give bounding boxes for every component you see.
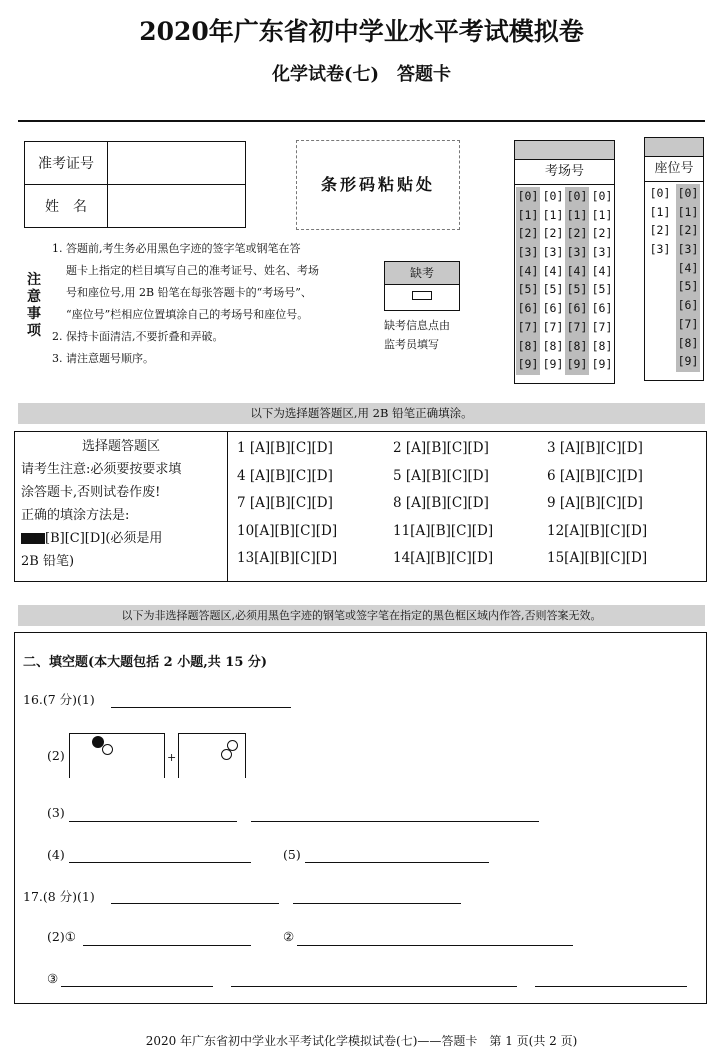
digit-bubble[interactable]: [2] — [542, 226, 564, 241]
digit-bubble[interactable]: [6] — [542, 301, 564, 316]
digit-bubble[interactable]: [4] — [566, 263, 588, 278]
choice-banner: 以下为选择题答题区,用 2B 铅笔正确填涂。 — [18, 403, 705, 424]
digit-bubble[interactable]: [6] — [566, 301, 588, 316]
digit-bubble[interactable]: [3] — [677, 242, 699, 257]
digit-bubble[interactable]: [4] — [517, 263, 539, 278]
digit-bubble[interactable]: [8] — [542, 338, 564, 353]
digit-bubble[interactable]: [4] — [542, 263, 564, 278]
digit-bubble[interactable]: [9] — [542, 357, 564, 372]
barcode-area — [296, 140, 460, 230]
q17-2-label: (2)① — [47, 929, 76, 944]
digit-bubble[interactable]: [0] — [542, 189, 564, 203]
choice-question[interactable]: 8 [A][B][C][D] — [393, 495, 489, 511]
q16-5-answer-line[interactable] — [305, 862, 489, 863]
digit-bubble[interactable]: [4] — [677, 260, 699, 275]
choice-question[interactable]: 15[A][B][C][D] — [547, 550, 648, 566]
digit-bubble[interactable]: [1] — [649, 204, 671, 219]
exam-room-col-2[interactable] — [541, 187, 565, 375]
digit-bubble[interactable]: [3] — [566, 245, 588, 260]
name-label: 姓 名 — [25, 185, 108, 228]
digit-bubble[interactable]: [7] — [542, 319, 564, 334]
q17-3-answer-line-1[interactable] — [61, 986, 213, 987]
choice-question[interactable]: 4 [A][B][C][D] — [237, 467, 333, 484]
absent-checkbox[interactable] — [412, 291, 432, 300]
exam-room-col-1[interactable] — [516, 187, 540, 375]
barcode-label: 条形码粘贴处 — [320, 175, 435, 194]
digit-bubble[interactable]: [3] — [591, 245, 613, 260]
choice-instructions-line: [B][C][D](必须是用 — [45, 531, 163, 546]
digit-bubble[interactable]: [8] — [591, 338, 613, 353]
digit-bubble[interactable]: [2] — [591, 226, 613, 241]
choice-instructions-line: 涂答题卡,否则试卷作废! — [21, 485, 161, 500]
q17-2-answer-line-2[interactable] — [297, 945, 573, 946]
seat-col-1[interactable] — [648, 184, 672, 260]
q16-label: 16.(7 分)(1) — [23, 692, 95, 707]
digit-bubble[interactable]: [2] — [677, 223, 699, 238]
choice-instructions-title: 选择题答题区 — [81, 439, 160, 454]
choice-instructions-line: 正确的填涂方法是: — [21, 508, 130, 523]
seat-header-bar — [645, 138, 703, 157]
fill-section-heading: 二、填空题(本大题包括 2 小题,共 15 分) — [23, 655, 268, 670]
q16-5-label: (5) — [283, 847, 301, 862]
absent-note-line: 缺考信息点由 — [384, 319, 450, 332]
q17-2-answer-line-1[interactable] — [83, 945, 251, 946]
q16-1-answer-line[interactable] — [111, 707, 291, 708]
q17-3-answer-line-3[interactable] — [535, 986, 687, 987]
choice-question[interactable]: 3 [A][B][C][D] — [547, 440, 643, 456]
digit-bubble[interactable]: [5] — [542, 282, 564, 297]
choice-instructions-example — [15, 527, 227, 550]
digit-bubble[interactable]: [6] — [517, 301, 539, 316]
choice-question[interactable]: 12[A][B][C][D] — [547, 522, 648, 539]
notice-title-char: 意 — [27, 289, 41, 305]
choice-question[interactable]: 14[A][B][C][D] — [393, 550, 494, 566]
digit-bubble[interactable]: [0] — [517, 189, 539, 203]
digit-bubble[interactable]: [7] — [677, 316, 699, 331]
notice-line: 号和座位号,用 2B 铅笔在每张答题卡的“考场号”、 — [66, 286, 312, 299]
digit-bubble[interactable]: [1] — [517, 207, 539, 222]
digit-bubble[interactable]: [6] — [591, 301, 613, 316]
digit-bubble[interactable]: [5] — [517, 282, 539, 297]
choice-question[interactable]: 2 [A][B][C][D] — [393, 440, 489, 456]
q16-2-box-right[interactable] — [178, 733, 246, 778]
digit-bubble[interactable]: [0] — [649, 186, 671, 200]
notice-title-char: 注 — [27, 272, 41, 288]
choice-question[interactable]: 13[A][B][C][D] — [237, 550, 338, 566]
digit-bubble[interactable]: [5] — [677, 279, 699, 294]
q16-4-answer-line[interactable] — [69, 862, 251, 863]
choice-question[interactable]: 1 [A][B][C][D] — [237, 440, 333, 456]
digit-bubble[interactable]: [5] — [566, 282, 588, 297]
digit-bubble[interactable]: [9] — [591, 357, 613, 372]
seat-grid — [644, 137, 704, 381]
exam-room-label: 考场号 — [515, 160, 614, 185]
q16-3-answer-line-2[interactable] — [251, 821, 539, 822]
page-footer: 2020 年广东省初中学业水平考试化学模拟试卷(七)——答题卡 第 1 页(共 2 页) — [145, 1034, 578, 1048]
digit-bubble[interactable]: [2] — [566, 226, 588, 241]
nonchoice-banner: 以下为非选择题答题区,必须用黑色字迹的钢笔或签字笔在指定的黑色框区域内作答,否则答案无效。 — [18, 605, 705, 626]
fill-section — [14, 632, 707, 1004]
absent-label: 缺考 — [385, 262, 459, 285]
digit-bubble[interactable]: [9] — [677, 354, 699, 369]
absent-note — [384, 316, 450, 354]
digit-bubble[interactable]: [5] — [591, 282, 613, 297]
atom-open-icon — [221, 749, 232, 760]
filled-bubble-sample: [A] — [21, 533, 45, 544]
notice-line: 3. 请注意题号顺序。 — [52, 352, 154, 365]
choice-question[interactable]: 11[A][B][C][D] — [393, 522, 494, 539]
exam-room-col-3[interactable] — [565, 187, 589, 375]
exam-room-grid — [514, 140, 615, 384]
exam-id-label: 准考证号 — [25, 142, 108, 185]
top-rule — [18, 120, 705, 122]
digit-bubble[interactable]: [7] — [517, 319, 539, 334]
exam-room-col-4[interactable] — [590, 187, 614, 375]
digit-bubble[interactable]: [9] — [517, 357, 539, 372]
choice-question[interactable]: 5 [A][B][C][D] — [393, 467, 489, 484]
digit-bubble[interactable]: [9] — [566, 357, 588, 372]
digit-bubble[interactable]: [0] — [677, 186, 699, 200]
seat-label: 座位号 — [645, 157, 703, 182]
q16-3-answer-line-1[interactable] — [69, 821, 237, 822]
seat-col-2[interactable] — [676, 184, 700, 372]
choice-instructions-line: 2B 铅笔) — [21, 554, 75, 569]
digit-bubble[interactable]: [2] — [517, 226, 539, 241]
digit-bubble[interactable]: [0] — [566, 189, 588, 203]
notice-line: 2. 保持卡面清洁,不要折叠和弄破。 — [52, 330, 224, 343]
page-title: 2020年广东省初中学业水平考试模拟卷 — [139, 17, 584, 46]
choice-area — [14, 431, 707, 582]
q16-2-box-left[interactable] — [69, 733, 165, 778]
notice-line: “座位号”栏相应位置填涂自己的考场号和座位号。 — [66, 308, 309, 321]
choice-instructions-line: 请考生注意:必须要按要求填 — [21, 462, 182, 477]
digit-bubble[interactable]: [8] — [566, 338, 588, 353]
q16-4-label: (4) — [47, 847, 65, 862]
exam-id-field[interactable] — [108, 142, 246, 185]
plus-sign: + — [167, 751, 177, 764]
q17-3-answer-line-2[interactable] — [231, 986, 517, 987]
q16-3-label: (3) — [47, 805, 65, 820]
notice-title-char: 项 — [27, 323, 41, 339]
candidate-info-table — [24, 141, 246, 228]
digit-bubble[interactable]: [3] — [542, 245, 564, 260]
exam-room-header-bar — [515, 141, 614, 160]
digit-bubble[interactable]: [3] — [517, 245, 539, 260]
q17-2b-label: ② — [283, 929, 295, 944]
digit-bubble[interactable]: [6] — [677, 298, 699, 313]
digit-bubble[interactable]: [4] — [591, 263, 613, 278]
choice-question[interactable]: 7 [A][B][C][D] — [237, 495, 333, 511]
page-subtitle: 化学试卷(七) 答题卡 — [271, 64, 452, 85]
notice-title — [24, 272, 44, 340]
name-field[interactable] — [108, 185, 246, 228]
notice-line: 题卡上指定的栏目填写自己的准考证号、姓名、考场 — [66, 264, 319, 277]
digit-bubble[interactable]: [8] — [677, 335, 699, 350]
digit-bubble[interactable]: [8] — [517, 338, 539, 353]
q17-1-answer-line-1[interactable] — [111, 903, 279, 904]
q17-1-answer-line-2[interactable] — [293, 903, 461, 904]
digit-bubble[interactable]: [3] — [649, 242, 671, 257]
choice-question[interactable]: 9 [A][B][C][D] — [547, 495, 643, 511]
choice-instructions — [15, 432, 228, 581]
choice-question[interactable]: 10[A][B][C][D] — [237, 522, 338, 539]
absent-box — [384, 261, 460, 311]
q16-2-label: (2) — [47, 748, 65, 763]
atom-open-icon — [102, 744, 113, 755]
notice-title-char: 事 — [27, 306, 41, 322]
digit-bubble[interactable]: [7] — [566, 319, 588, 334]
digit-bubble[interactable]: [1] — [591, 207, 613, 222]
choice-question[interactable]: 6 [A][B][C][D] — [547, 467, 643, 484]
notice-line: 1. 答题前,考生务必用黑色字迹的签字笔或钢笔在答 — [52, 242, 301, 255]
digit-bubble[interactable]: [1] — [677, 204, 699, 219]
absent-note-line: 监考员填写 — [384, 338, 439, 351]
digit-bubble[interactable]: [0] — [591, 189, 613, 203]
digit-bubble[interactable]: [2] — [649, 223, 671, 238]
digit-bubble[interactable]: [7] — [591, 319, 613, 334]
notice-list — [52, 238, 372, 370]
q17-label: 17.(8 分)(1) — [23, 889, 95, 904]
q17-3-label: ③ — [47, 971, 59, 986]
digit-bubble[interactable]: [1] — [542, 207, 564, 222]
digit-bubble[interactable]: [1] — [566, 207, 588, 222]
